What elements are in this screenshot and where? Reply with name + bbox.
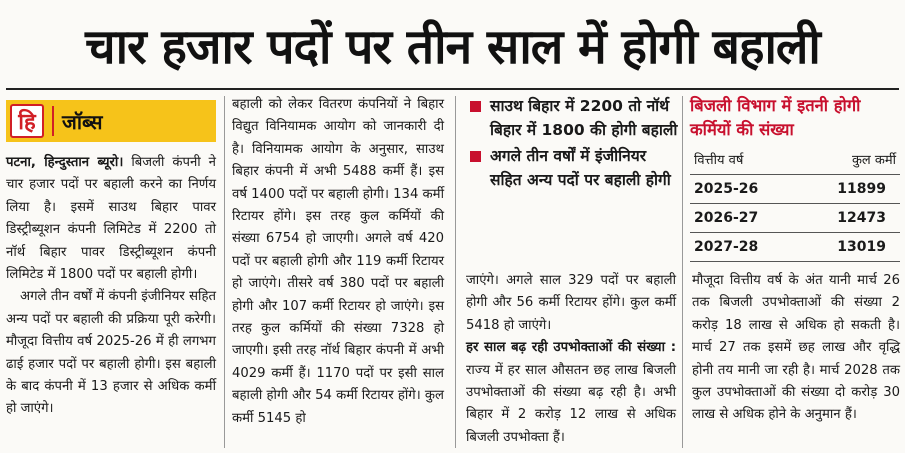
column-header-year: वित्तीय वर्ष	[694, 153, 744, 168]
subheading: हर साल बढ़ रही उपभोक्ताओं की संख्या :	[466, 340, 676, 356]
headline: चार हजार पदों पर तीन साल में होगी बहाली	[85, 18, 820, 75]
paragraph-3: बहाली को लेकर वितरण कंपनियों ने बिहार विद्युत विनियामक आयोग को जानकारी दी है। विनियामक आयोग के अनुसार, साउथ बिहार कंपनी में अभी 5488 कर्मी हैं। इस वर्ष 1400 पदों पर बहाली होगी। 134 कर्मी रिटायर होंगे। इस तरह कुल कर्मियों की संख्या 6754 हो जाएगी। अगले वर्ष 420 पदों पर बहाली होगी और 119 कर्मी रिटायर हो जाएंगे। तीसरे वर्ष 380 पदों पर बहाली होगी और 107 कर्मी रिटायर हो जाएंगे। इस तरह कुल कर्मियों की संख्या 7328 हो जाएगी। इसी तरह नॉर्थ बिहार कंपनी में अभी 4029 कर्मी हैं। 1170 पदों पर इसी साल बहाली होगी और 54 कर्मी रिटायर होंगे। कुल कर्मी 5145 हो	[232, 97, 444, 426]
paragraph-1: पटना, हिन्दुस्तान ब्यूरो। बिजली कंपनी ने चार हजार पदों पर बहाली करने का निर्णय लिया है। इसमें साउथ बिहार पावर डिस्ट्रीब्यूशन कंपनी लिमिटेड में 2200 तो नॉर्थ बिहार पावर डिस्ट्रीब्यूशन कंपनी लिमिटेड में 1800 पदों पर बहाली होगी।	[6, 155, 216, 283]
paragraph-6: मौजूदा वित्तीय वर्ष के अंत यानी मार्च 26 तक बिजली उपभोक्ताओं की संख्या 2 करोड़ 18 लाख से अधिक हो सकती है। मार्च 27 तक इसमें छह लाख और वृद्धि होनी तय मानी जा रही है। मार्च 2028 तक कुल उपभोक्ताओं की संख्या दो करोड़ 30 लाख से अधिक होने के अनुमान हैं।	[692, 273, 900, 423]
headline-banner	[0, 0, 905, 90]
square-bullet-icon	[470, 101, 481, 112]
highlights-box	[468, 94, 678, 194]
article-column-3	[466, 270, 676, 449]
stats-table	[690, 150, 900, 262]
column-divider	[682, 96, 683, 448]
article-column-1	[6, 152, 216, 421]
highlight-item: अगले तीन वर्षों में इंजीनियर सहित अन्य पदों पर बहाली होगी	[468, 144, 678, 192]
headline-rule	[6, 88, 899, 90]
table-row: 2026-27 12473	[690, 204, 900, 233]
paragraph-4: जाएंगे। अगले साल 329 पदों पर बहाली होगी और 56 कर्मी रिटायर होंगे। कुल कर्मी 5418 हो जाएंगे।	[466, 273, 676, 333]
column-header-total: कुल कर्मी	[851, 153, 896, 168]
section-brand-bar	[6, 100, 216, 142]
stats-box	[690, 94, 900, 262]
column-divider	[224, 96, 225, 448]
article-column-2	[232, 94, 444, 430]
brand-separator	[52, 106, 54, 136]
column-divider	[455, 96, 456, 448]
dateline: पटना, हिन्दुस्तान ब्यूरो।	[6, 155, 124, 170]
section-label: जॉब्स	[62, 109, 103, 134]
stats-title: बिजली विभाग में इतनी होगी कर्मियों की संख्या	[690, 96, 861, 139]
hindustan-logo: हि	[10, 104, 44, 138]
stats-table-header	[690, 150, 900, 175]
article-column-4	[692, 270, 900, 427]
table-row: 2025-26 11899	[690, 175, 900, 204]
square-bullet-icon	[470, 151, 481, 162]
table-row: 2027-28 13019	[690, 233, 900, 262]
paragraph-5: हर साल बढ़ रही उपभोक्ताओं की संख्या : राज्य में हर साल औसतन छह लाख बिजली उपभोक्ताओं की संख्या बढ़ रही है। अभी बिहार में 2 करोड़ 12 लाख से अधिक बिजली उपभोक्ता हैं।	[466, 340, 676, 445]
paragraph-2: अगले तीन वर्षों में कंपनी इंजीनियर सहित अन्य पदों पर बहाली की प्रक्रिया पूरी करेगी। मौजूदा वित्तीय वर्ष 2025-26 में ही लगभग ढाई हजार पदों पर बहाली होगी। इस बहाली के बाद कंपनी में 13 हजार से अधिक कर्मी हो जाएंगे।	[6, 289, 216, 417]
highlight-item: साउथ बिहार में 2200 तो नॉर्थ बिहार में 1800 की होगी बहाली	[468, 94, 678, 142]
